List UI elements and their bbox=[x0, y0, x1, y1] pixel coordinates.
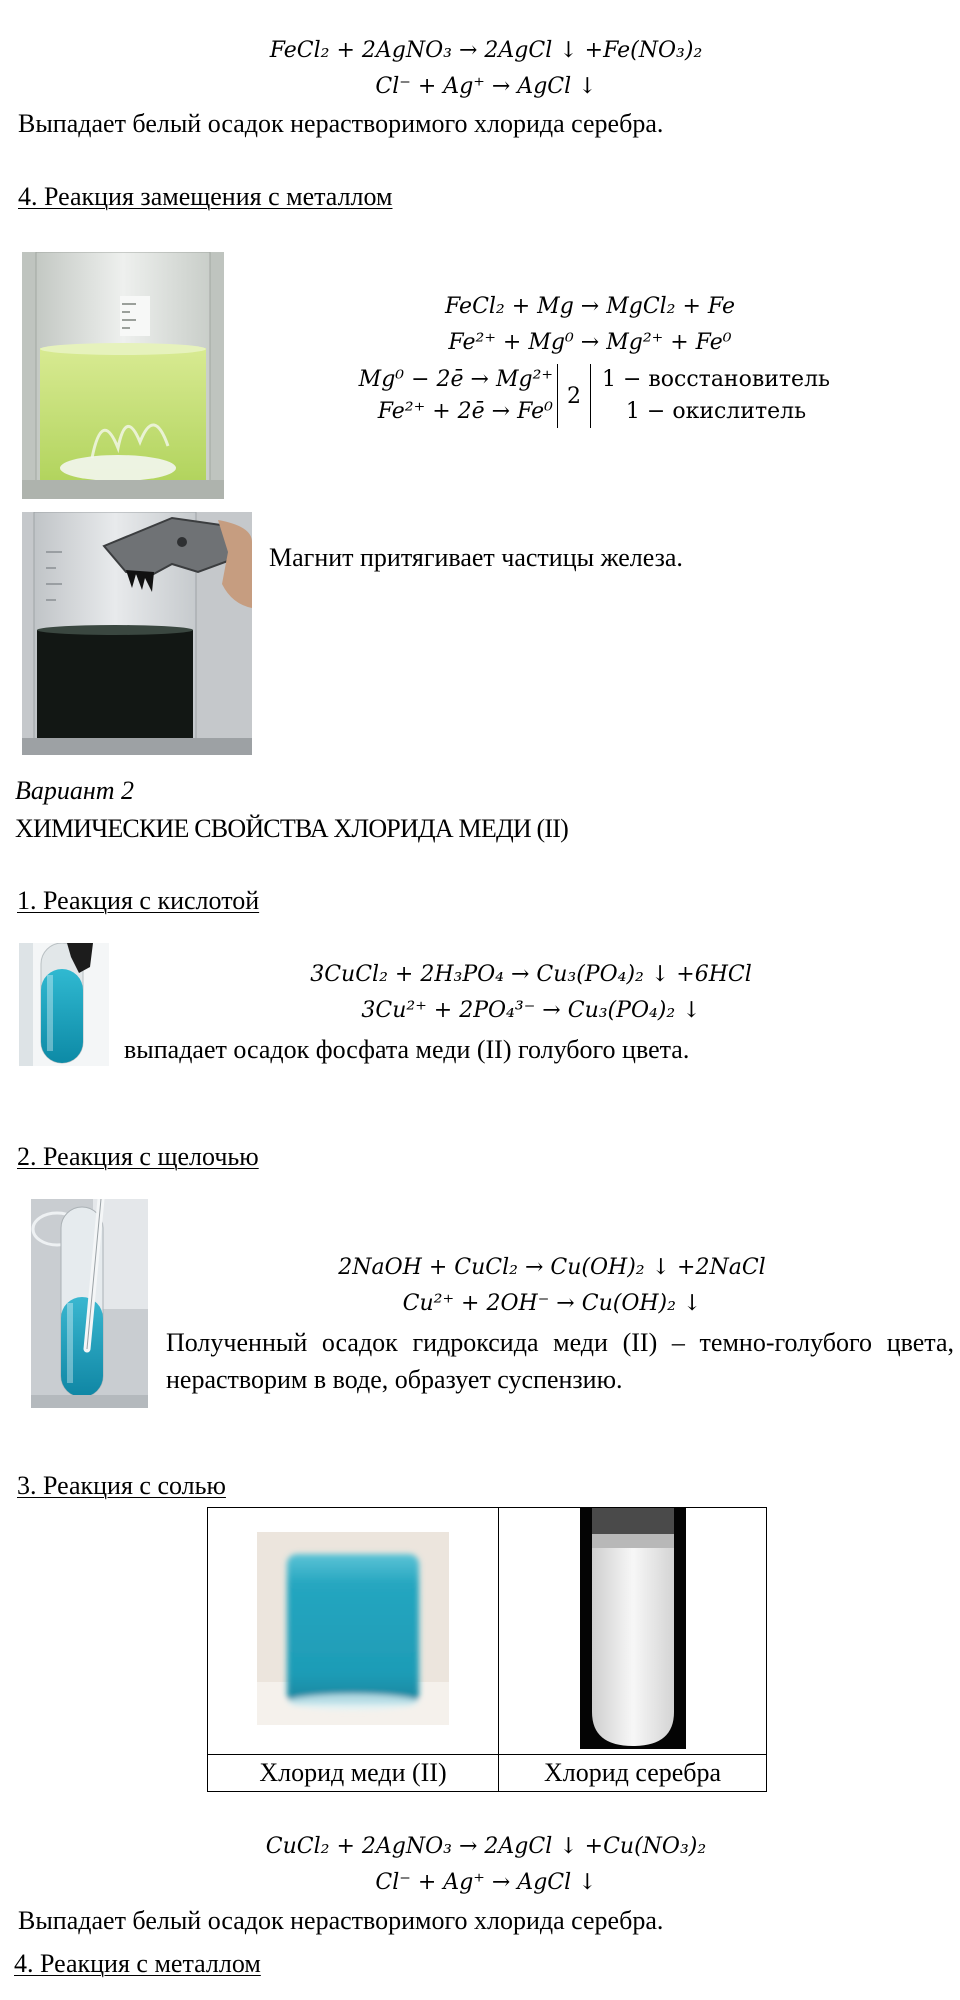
blurred-glass bbox=[287, 1554, 419, 1710]
half-reaction-reduction: Fe²⁺ + 2ē → Fe⁰ bbox=[377, 399, 553, 424]
variant-title: ХИМИЧЕСКИЕ СВОЙСТВА ХЛОРИДА МЕДИ (II) bbox=[15, 814, 568, 843]
cucl2-silver-nitrate-equations bbox=[18, 1829, 954, 1901]
molecular-equation: 2NaOH + CuCl₂ → Cu(OH)₂ ↓ +2NaCl bbox=[338, 1255, 766, 1280]
dark-beaker-with-magnet-photo bbox=[22, 512, 252, 755]
silver-chloride-caption: Хлорид серебра bbox=[499, 1755, 767, 1792]
reducing-agent-role: 1 − восстановитель bbox=[601, 367, 831, 392]
silver-chloride-photo-cell bbox=[499, 1508, 767, 1755]
observation-paragraph: Полученный осадок гидроксида меди (II) – темно-голубого цвета, нерастворим в воде, образует суспензию. bbox=[166, 1328, 954, 1394]
section-heading-alkali: 2. Реакция с щелочью bbox=[17, 1142, 259, 1171]
glass-base bbox=[287, 1694, 419, 1710]
photo-row bbox=[208, 1508, 767, 1755]
blue-suspension-test-tube-photo bbox=[31, 1199, 148, 1408]
ionic-equation: Fe²⁺ + Mg⁰ → Mg²⁺ + Fe⁰ bbox=[448, 330, 732, 355]
molecular-equation: CuCl₂ + 2AgNO₃ → 2AgCl ↓ +Cu(NO₃)₂ bbox=[265, 1834, 707, 1859]
observation-text: Выпадает белый осадок нерастворимого хлорида серебра. bbox=[18, 1906, 664, 1935]
copper-chloride-caption: Хлорид меди (II) bbox=[208, 1755, 499, 1792]
salt-comparison-table bbox=[207, 1507, 767, 1792]
electron-balance bbox=[342, 364, 841, 428]
green-beaker-photo bbox=[22, 252, 224, 499]
molecular-equation: FeCl₂ + Mg → MgCl₂ + Fe bbox=[444, 294, 736, 319]
section-heading-metal-substitution: 4. Реакция замещения с металлом bbox=[18, 182, 393, 211]
ionic-equation: Cl⁻ + Ag⁺ → AgCl ↓ bbox=[375, 1870, 597, 1895]
white-sediment bbox=[60, 455, 176, 481]
blue-test-tube-photo bbox=[19, 943, 109, 1066]
variant-label: Вариант 2 bbox=[15, 776, 135, 805]
background-shadow bbox=[19, 943, 33, 1066]
fecl2-magnesium-equations bbox=[300, 289, 880, 361]
fecl2-silver-nitrate-equations bbox=[18, 33, 954, 105]
tube-highlight bbox=[67, 1303, 73, 1383]
copper-chloride-photo-cell bbox=[208, 1508, 499, 1755]
table-surface bbox=[31, 1395, 148, 1408]
magnet-caption: Магнит притягивает частицы железа. bbox=[269, 543, 683, 572]
section-heading-acid: 1. Реакция с кислотой bbox=[17, 886, 260, 915]
oxidizing-agent-role: 1 − окислитель bbox=[625, 399, 807, 424]
observation-text: Выпадает белый осадок нерастворимого хлорида серебра. bbox=[18, 109, 664, 138]
ionic-equation: Cl⁻ + Ag⁺ → AgCl ↓ bbox=[375, 74, 597, 99]
molecular-equation: FeCl₂ + 2AgNO₃ → 2AgCl ↓ +Fe(NO₃)₂ bbox=[269, 38, 703, 63]
molecular-equation: 3CuCl₂ + 2H₃PO₄ → Cu₃(PO₄)₂ ↓ +6HCl bbox=[310, 962, 752, 987]
half-reaction-oxidation: Mg⁰ − 2ē → Mg²⁺ bbox=[358, 367, 553, 392]
solution-surface bbox=[40, 343, 206, 355]
section-heading-salt: 3. Реакция с солью bbox=[17, 1471, 226, 1500]
tube-rim-band bbox=[592, 1534, 674, 1548]
ionic-equation: 3Cu²⁺ + 2PO₄³⁻ → Cu₃(PO₄)₂ ↓ bbox=[361, 998, 701, 1023]
beaker-base bbox=[22, 738, 252, 755]
observation-text: выпадает осадок фосфата меди (II) голубого цвета. bbox=[124, 1035, 690, 1064]
solution-surface bbox=[37, 625, 193, 635]
section-heading-metal: 4. Реакция с металлом bbox=[14, 1949, 261, 1978]
cucl2-sodium-hydroxide-equations bbox=[200, 1250, 904, 1322]
tube-highlight bbox=[47, 975, 53, 1051]
ionic-equation: Cu²⁺ + 2OH⁻ → Cu(OH)₂ ↓ bbox=[402, 1291, 702, 1316]
caption-row bbox=[208, 1755, 767, 1792]
dark-solution bbox=[37, 630, 193, 740]
silver-chloride-test-tube-photo bbox=[580, 1508, 686, 1749]
magnet-rivet bbox=[177, 537, 187, 547]
copper-chloride-glass-photo bbox=[257, 1532, 449, 1725]
blue-solution-glass bbox=[287, 1554, 419, 1704]
graduation-label bbox=[120, 296, 150, 336]
cucl2-phosphoric-acid-equations bbox=[200, 957, 862, 1029]
tube-top bbox=[592, 1508, 674, 1534]
electron-balance-multiplier: 2 bbox=[557, 364, 591, 428]
beaker-base bbox=[22, 480, 224, 499]
